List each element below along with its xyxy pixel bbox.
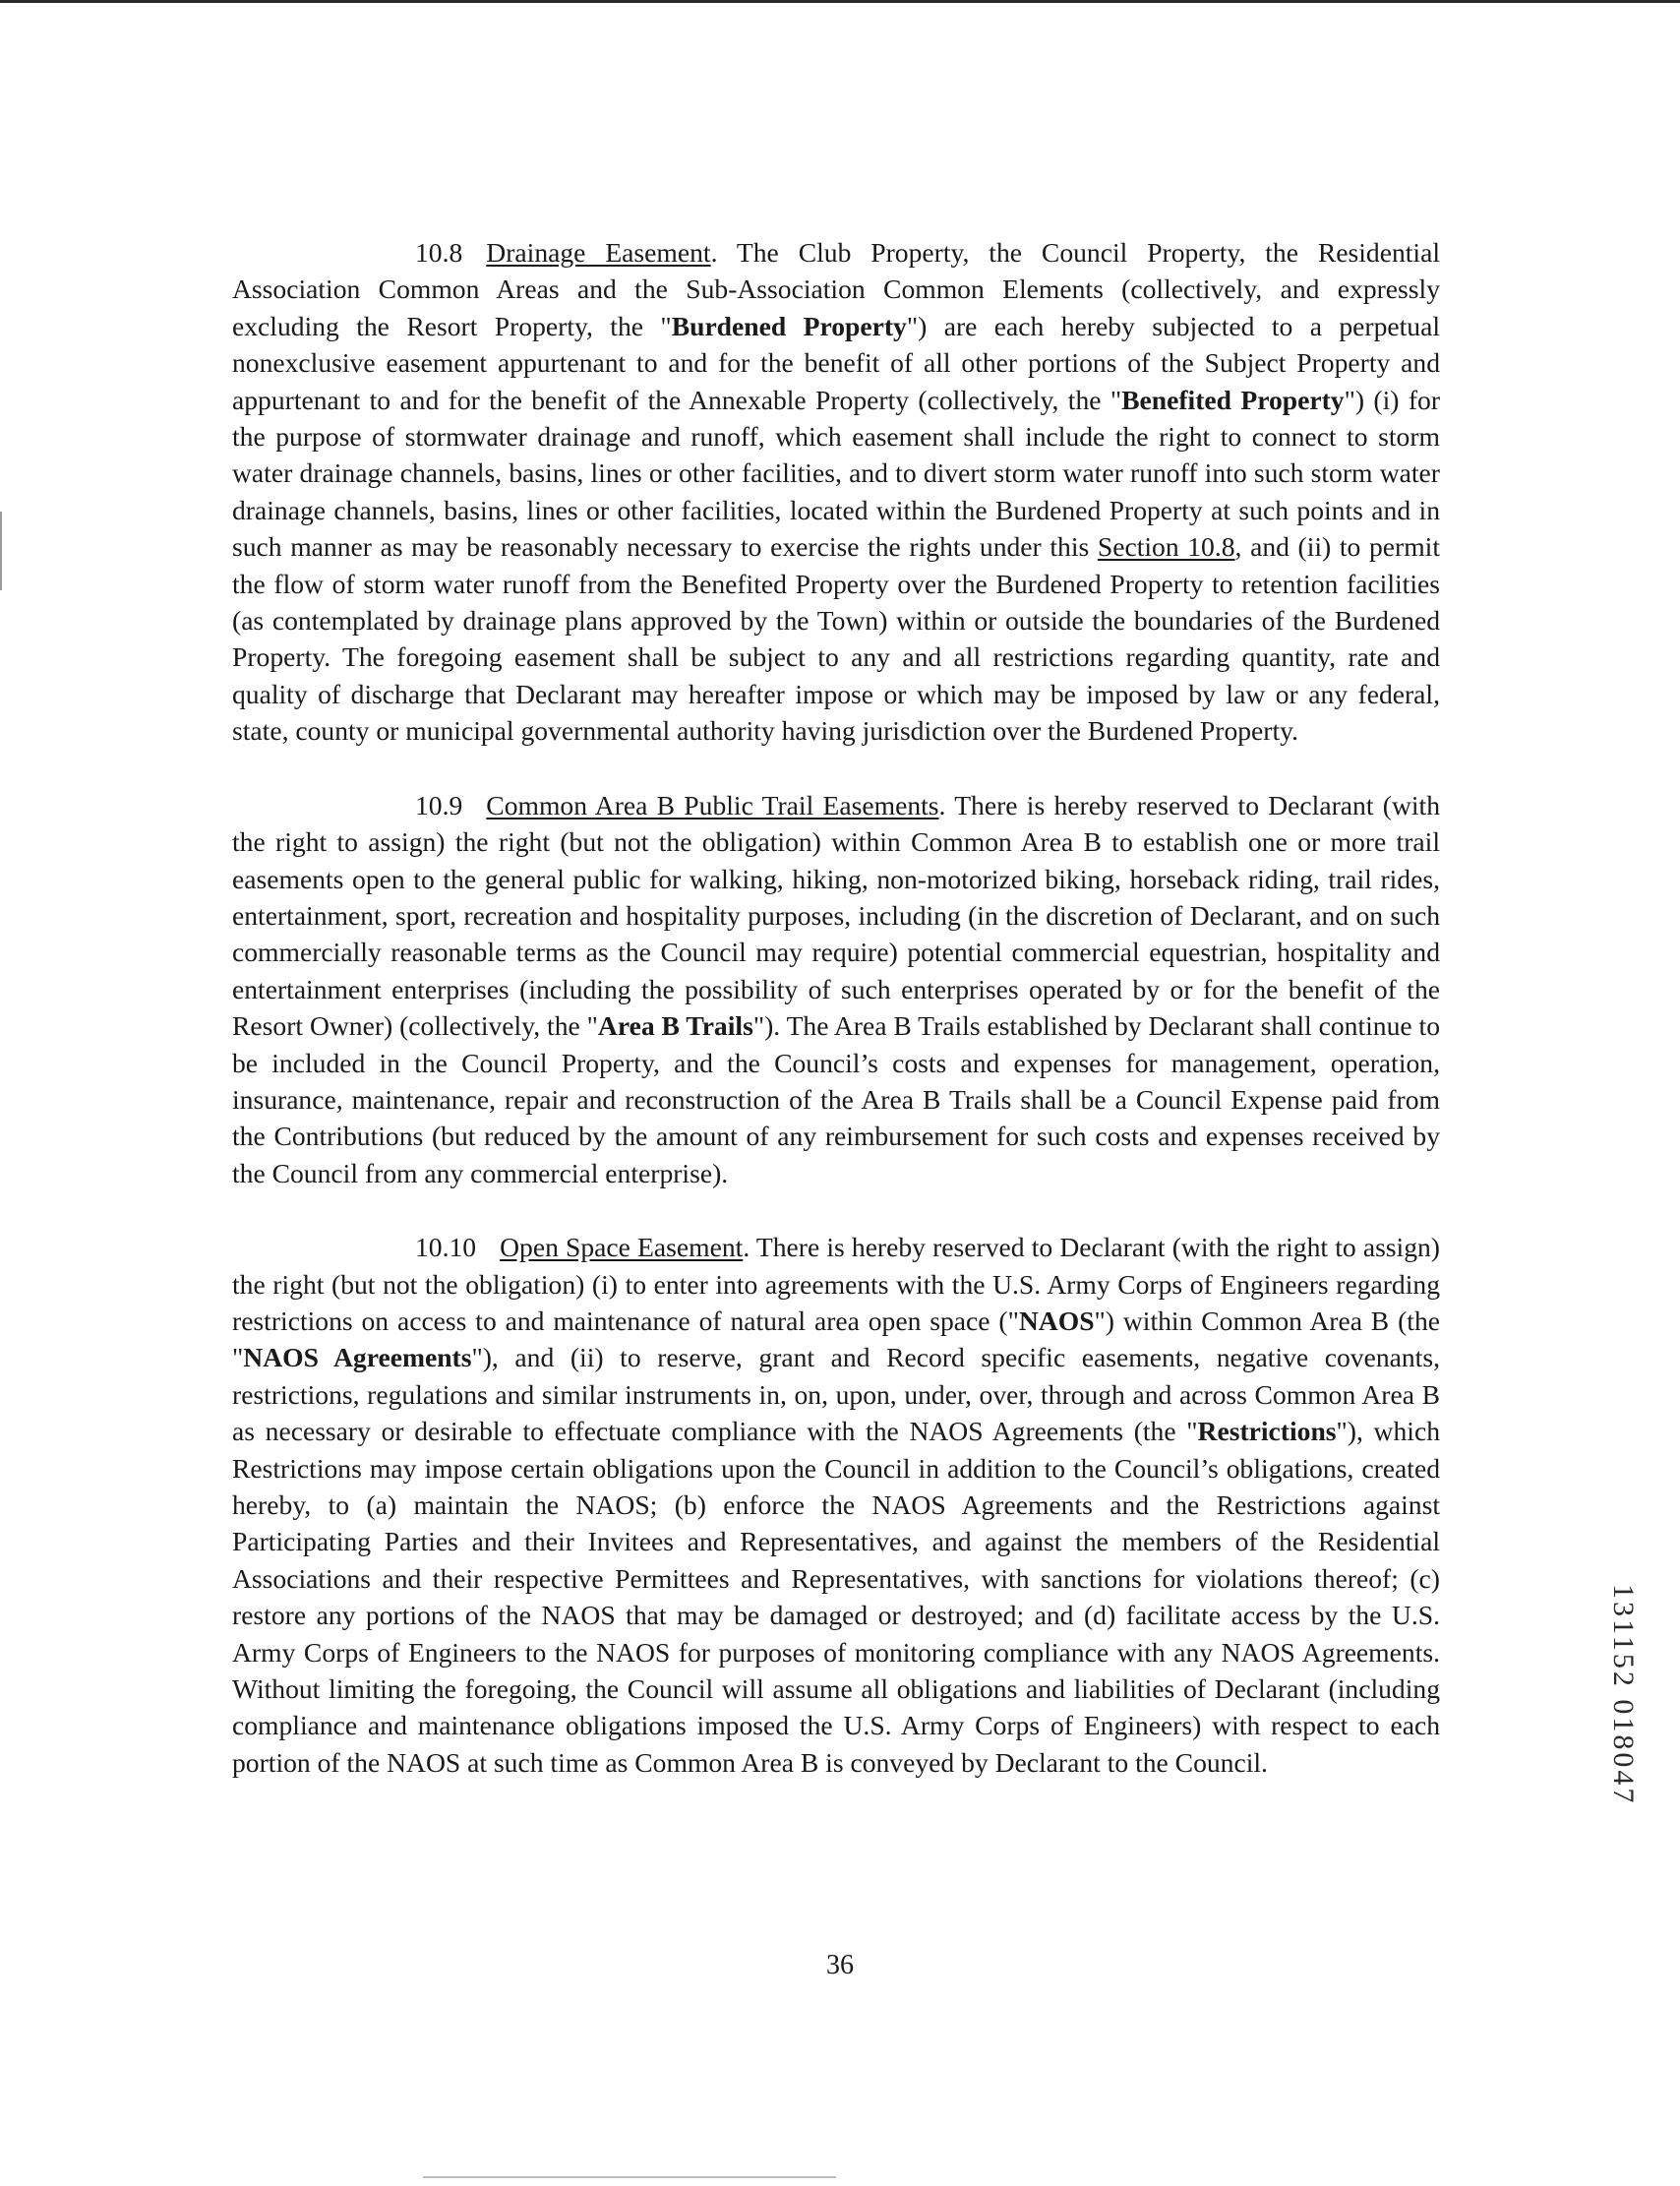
section-10-9 <box>232 787 1440 1191</box>
text-run: ") within Common Area B (the " <box>232 1305 1440 1373</box>
scan-edge-bottom <box>423 2176 836 2178</box>
section-10-10 <box>232 1229 1440 1781</box>
section-title: Drainage Easement <box>486 237 711 268</box>
text-run: , and (ii) to permit the flow of storm water runoff from the Benefited Property over the Burdened Property to retention facilities (as contemplated by drainage plans approved by the Town) within or outside the boundaries of the Burdened Property. The foregoing easement shall be subject to any and all restrictions regarding quantity, rate and quality of discharge that Declarant may hereafter impose or which may be imposed by law or any federal, state, county or municipal governmental authority having jurisdiction over the Burdened Property. <box>232 531 1440 747</box>
text-run: "). The Area B Trails established by Declarant shall continue to be included in the Council Property, and the Council’s costs and expenses for management, operation, insurance, maintenance, repair and reconstruction of the Area B Trails shall be a Council Expense paid from the Contributions (but reduced by the amount of any reimbursement for such costs and expenses received by the Council from any commercial enterprise). <box>232 1010 1440 1188</box>
section-text <box>232 1232 1440 1778</box>
section-text <box>232 237 1440 746</box>
defined-term: NAOS Agreements <box>243 1342 472 1373</box>
section-number: 10.10 <box>415 1232 477 1263</box>
section-title: Open Space Easement <box>500 1232 744 1263</box>
section-reference: Section 10.8 <box>1097 531 1235 563</box>
text-run: ") are each hereby subjected to a perpetual nonexclusive easement appurtenant to and for the benefit of all other portions of the Subject Property and appurtenant to and for the benefit of the Annexable Property (collectively, the " <box>232 310 1440 415</box>
recording-number: 131152 018047 <box>1607 1584 1640 1806</box>
text-run: "), and (ii) to reserve, grant and Record specific easements, negative covenants, restrictions, regulations and similar instruments in, on, upon, under, over, through and across Common Area B as necessary or desirable to effectuate compliance with the NAOS Agreements (the " <box>232 1342 1440 1447</box>
section-number: 10.8 <box>415 237 463 268</box>
section-number: 10.9 <box>415 789 463 820</box>
text-run: ") (i) for the purpose of stormwater drainage and runoff, which easement shall include the right to connect to storm water drainage channels, basins, lines or other facilities, and to divert storm water runoff into such storm water drainage channels, basins, lines or other facilities, located within the Burdened Property at such points and in such manner as may be reasonably necessary to exercise the rights under this <box>232 384 1441 563</box>
defined-term: Area B Trails <box>597 1010 753 1042</box>
section-text <box>232 790 1440 1188</box>
defined-term: NAOS <box>1018 1305 1095 1336</box>
page-number: 36 <box>826 1950 854 1980</box>
text-run: . There is hereby reserved to Declarant (with the right to assign) the right (but not the obligation) (i) to enter into agreements with the U.S. Army Corps of Engineers regarding restrictions on access to and maintenance of natural area open space (" <box>232 1232 1440 1336</box>
document-body <box>232 234 1440 1818</box>
defined-term: Restrictions <box>1197 1416 1337 1447</box>
defined-term: Burdened Property <box>671 310 907 341</box>
scan-edge-mark <box>0 512 2 590</box>
section-10-8 <box>232 234 1440 750</box>
text-run: "), which Restrictions may impose certain obligations upon the Council in addition to the Council’s obligations, created hereby, to (a) maintain the NAOS; (b) enforce the NAOS Agreements and the Restrictions against Participating Parties and their Invitees and Representatives, and against the members of the Residential Associations and their respective Permittees and Representatives, with sanctions for violations thereof; (c) restore any portions of the NAOS that may be damaged or destroyed; and (d) facilitate access by the U.S. Army Corps of Engineers to the NAOS for purposes of monitoring compliance with any NAOS Agreements. Without limiting the foregoing, the Council will assume all obligations and liabilities of Declarant (including compliance and maintenance obligations imposed the U.S. Army Corps of Engineers) with respect to each portion of the NAOS at such time as Common Area B is conveyed by Declarant to the Council. <box>232 1416 1440 1778</box>
section-title: Common Area B Public Trail Easements <box>486 789 939 820</box>
scan-edge-top <box>0 0 1680 3</box>
text-run: . The Club Property, the Council Property, the Residential Association Common Areas and the Sub-Association Common Elements (collectively, and expressly excluding the Resort Property, the " <box>232 237 1440 341</box>
text-run: . There is hereby reserved to Declarant (with the right to assign) the right (but not the obligation) within Common Area B to establish one or more trail easements open to the general public for walking, hiking, non-motorized biking, horseback riding, trail rides, entertainment, sport, recreation and hospitality purposes, including (in the discretion of Declarant, and on such commercially reasonable terms as the Council may require) potential commercial equestrian, hospitality and entertainment enterprises (including the possibility of such enterprises operated by or for the benefit of the Resort Owner) (collectively, the " <box>232 789 1441 1042</box>
defined-term: Benefited Property <box>1121 384 1345 415</box>
